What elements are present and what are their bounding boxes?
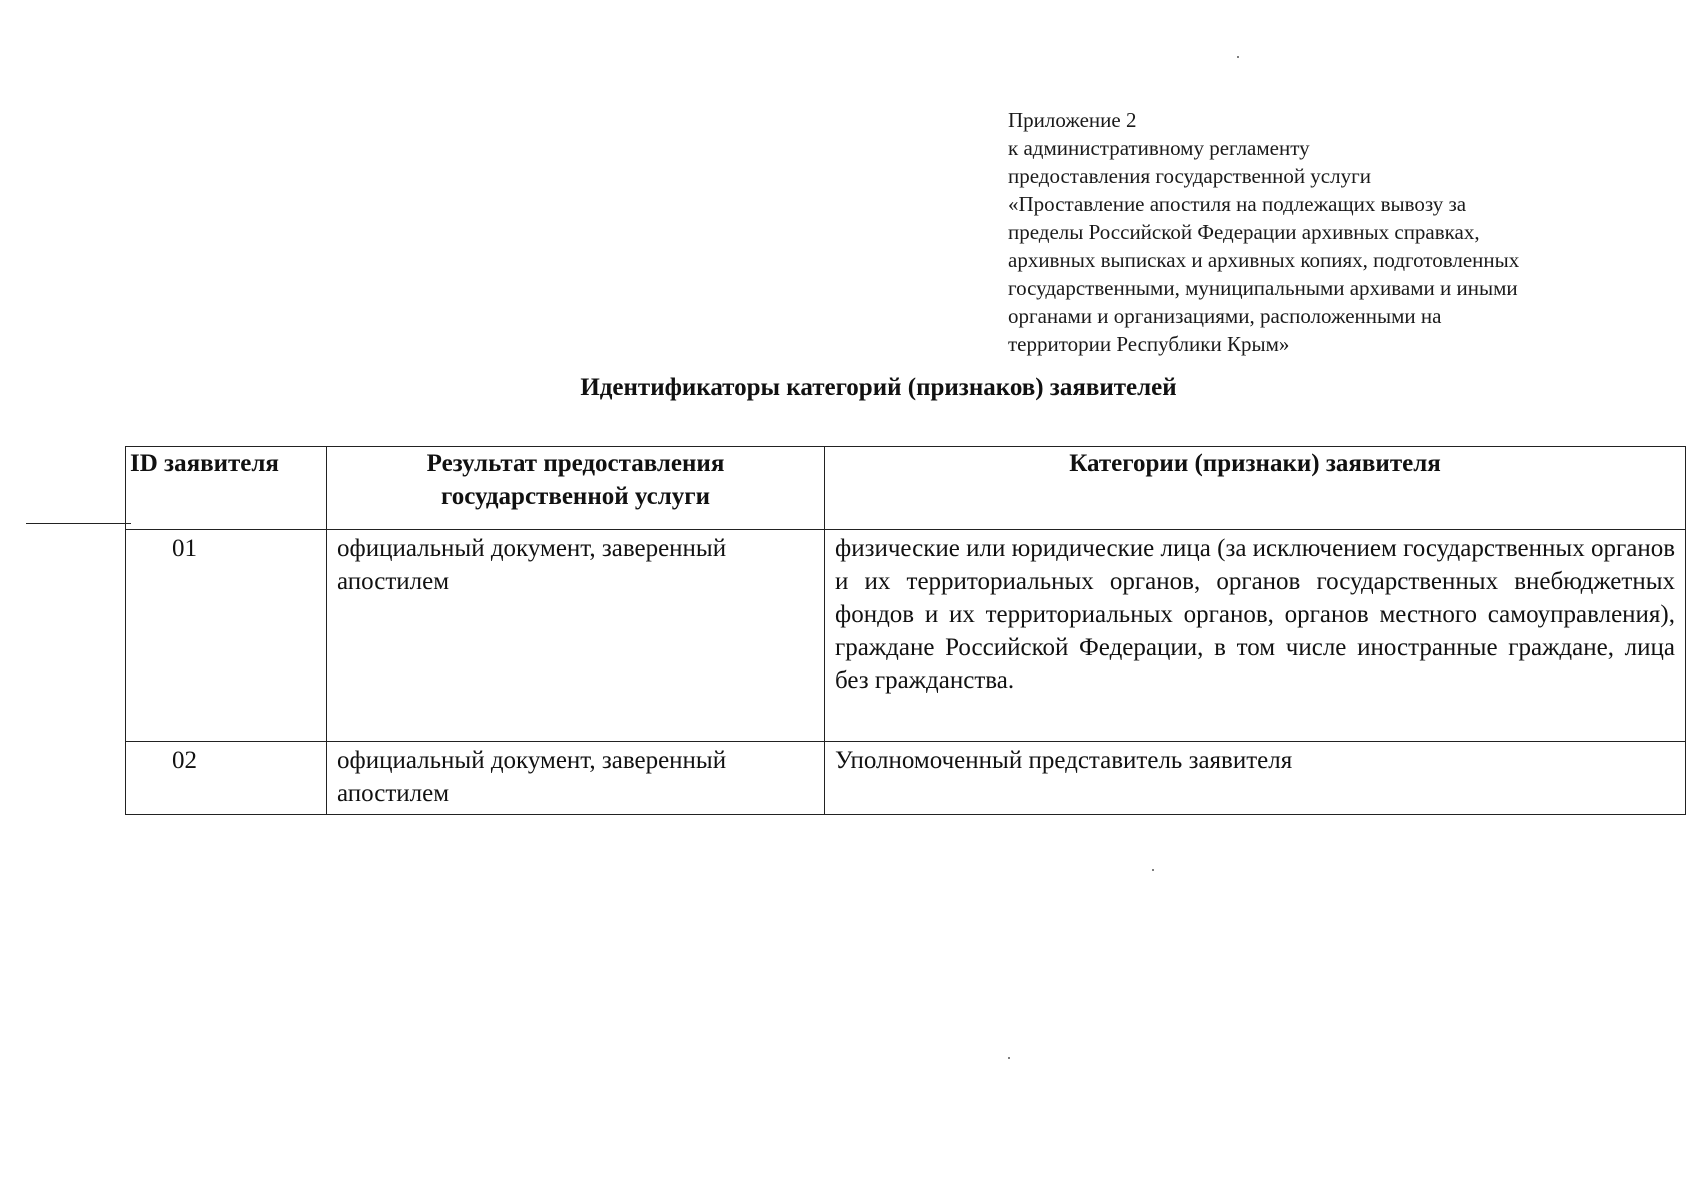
scan-speck — [1152, 869, 1154, 871]
applicant-id-cell: 02 — [126, 742, 327, 815]
document-title: Идентификаторы категорий (признаков) заявителей — [580, 374, 1177, 401]
header-applicant-category: Категории (признаки) заявителя — [825, 447, 1686, 530]
annex-line: пределы Российской Федерации архивных справках, — [1008, 220, 1480, 244]
scan-artifact-line — [26, 523, 131, 524]
annex-line: архивных выписках и архивных копиях, подготовленных — [1008, 248, 1520, 272]
annex-header — [1008, 106, 1648, 358]
header-applicant-id: ID заявителя — [126, 447, 327, 530]
applicant-category-cell: Уполномоченный представитель заявителя — [825, 742, 1686, 815]
applicant-category-cell: физические или юридические лица (за исключением государственных органов и их территориальных органов, органов государственных внебюджетных фондов и их территориальных органов, органов местного самоуправления), граждане Российской Федерации, в том числе иностранные граждане, лица без гражданства. — [825, 530, 1686, 742]
annex-line: территории Республики Крым» — [1008, 332, 1290, 356]
annex-line: государственными, муниципальными архивами и иными — [1008, 276, 1518, 300]
service-result-cell: официальный документ, заверенный апостилем — [327, 530, 825, 742]
service-result-cell: официальный документ, заверенный апостилем — [327, 742, 825, 815]
applicant-categories-table — [125, 446, 1686, 815]
table-row — [126, 742, 1686, 815]
annex-line: предоставления государственной услуги — [1008, 164, 1371, 188]
scan-speck — [1008, 1057, 1010, 1059]
applicant-id-cell: 01 — [126, 530, 327, 742]
annex-line: «Проставление апостиля на подлежащих вывозу за — [1008, 192, 1467, 216]
table-header-row — [126, 447, 1686, 530]
annex-line: Приложение 2 — [1008, 108, 1137, 132]
annex-line: к административному регламенту — [1008, 136, 1310, 160]
header-service-result: Результат предоставления государственной услуги — [327, 447, 825, 530]
scan-speck — [1237, 56, 1239, 58]
table-row — [126, 530, 1686, 742]
annex-line: органами и организациями, расположенными на — [1008, 304, 1442, 328]
